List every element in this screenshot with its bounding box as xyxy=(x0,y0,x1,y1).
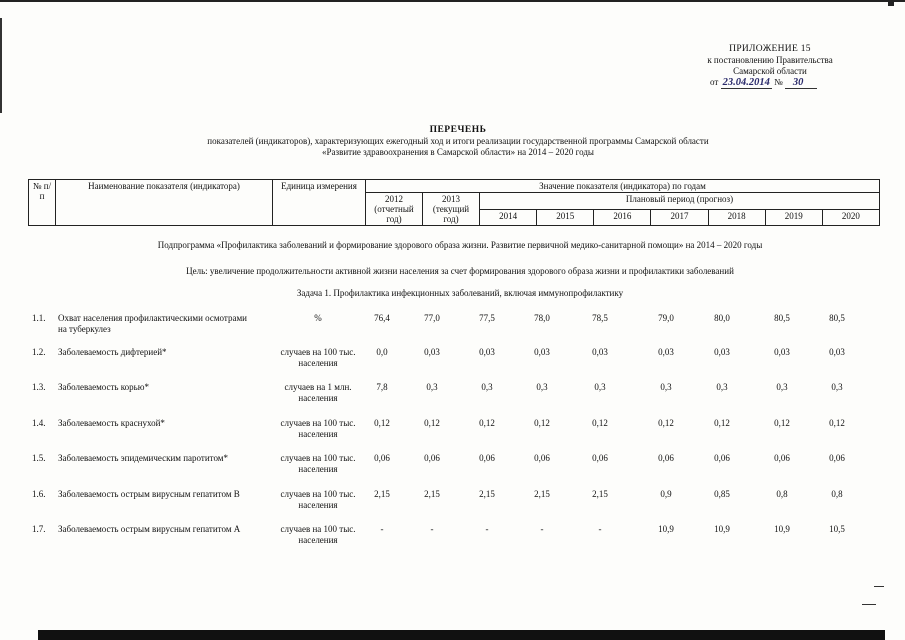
header-values: Значение показателя (индикатора) по годам xyxy=(366,180,880,193)
row-value: 0,03 xyxy=(774,347,790,357)
row-value: 0,0 xyxy=(376,347,388,357)
row-value: 78,5 xyxy=(592,313,608,323)
row-unit: случаев на 100 тыс. населения xyxy=(280,418,356,439)
goal-text: Цель: увеличение продолжительности активной жизни населения за счет формирования здорового образа жизни и профилактики заболеваний xyxy=(186,266,734,276)
row-indicator-name: Заболеваемость корью* xyxy=(58,382,150,392)
row-value: 2,15 xyxy=(534,489,550,499)
header-unit: Единица измерения xyxy=(273,180,366,226)
row-value: 0,12 xyxy=(658,418,674,428)
row-value: 0,03 xyxy=(592,347,608,357)
header-year: 2017 xyxy=(651,209,708,226)
row-number: 1.1. xyxy=(32,313,46,323)
row-value: 2,15 xyxy=(374,489,390,499)
date-prefix: от xyxy=(710,77,719,87)
scan-edge-left xyxy=(0,18,2,113)
row-value: 0,8 xyxy=(831,489,843,499)
row-value: 0,06 xyxy=(658,453,674,463)
row-value: 0,06 xyxy=(479,453,495,463)
row-number: 1.2. xyxy=(32,347,46,357)
row-value: - xyxy=(430,524,434,534)
row-value: 10,9 xyxy=(714,524,730,534)
appendix-date-line xyxy=(690,77,850,88)
document-subtitle: показателей (индикаторов), характеризующих ежегодный ход и итоги реализации государственной программы Самарской области xyxy=(207,136,709,146)
header-planned: Плановый период (прогноз) xyxy=(480,193,880,210)
row-value: 0,9 xyxy=(660,489,672,499)
row-value: 0,3 xyxy=(716,382,728,392)
scan-mark xyxy=(874,586,884,587)
row-number: 1.4. xyxy=(32,418,46,428)
row-value: 0,3 xyxy=(536,382,548,392)
row-value: 80,0 xyxy=(714,313,730,323)
document-title: ПЕРЕЧЕНЬ xyxy=(429,125,487,135)
document-subtitle: «Развитие здравоохранения в Самарской области» на 2014 – 2020 годы xyxy=(322,147,594,157)
row-unit: случаев на 100 тыс. населения xyxy=(280,453,356,474)
row-value: 0,12 xyxy=(592,418,608,428)
row-unit: случаев на 100 тыс. населения xyxy=(280,489,356,510)
row-value: 78,0 xyxy=(534,313,550,323)
row-indicator-name: Заболеваемость дифтерией* xyxy=(58,347,167,357)
row-value: 79,0 xyxy=(658,313,674,323)
row-value: 10,9 xyxy=(658,524,674,534)
header-year: 2016 xyxy=(594,209,651,226)
row-indicator-name: Заболеваемость острым вирусным гепатитом В xyxy=(58,489,240,499)
row-value: 0,12 xyxy=(829,418,845,428)
row-value: 77,0 xyxy=(424,313,440,323)
row-value: 0,12 xyxy=(424,418,440,428)
row-unit: случаев на 100 тыс. населения xyxy=(280,347,356,368)
row-value: 10,5 xyxy=(829,524,845,534)
appendix-line: Самарской области xyxy=(733,66,807,76)
row-value: 0,06 xyxy=(534,453,550,463)
row-value: 0,03 xyxy=(424,347,440,357)
row-value: 80,5 xyxy=(774,313,790,323)
row-value: - xyxy=(380,524,384,534)
row-value: 0,3 xyxy=(660,382,672,392)
handwritten-number: 30 xyxy=(785,77,818,89)
row-indicator-name: Заболеваемость краснухой* xyxy=(58,418,165,428)
task-title: Задача 1. Профилактика инфекционных заболеваний, включая иммунопрофилактику xyxy=(296,288,624,298)
row-value: 0,12 xyxy=(479,418,495,428)
row-indicator-name: Заболеваемость острым вирусным гепатитом А xyxy=(58,524,241,534)
header-year: 2019 xyxy=(765,209,822,226)
header-table xyxy=(28,179,880,226)
row-value: 0,03 xyxy=(534,347,550,357)
row-value: 0,3 xyxy=(426,382,438,392)
subprogram-title: Подпрограмма «Профилактика заболеваний и формирование здорового образа жизни. Развитие первичной медико-санитарной помощи» на 2014 – 2020 годы xyxy=(157,240,763,250)
header-year: 2020 xyxy=(822,209,879,226)
row-unit: % xyxy=(314,313,322,323)
number-prefix: № xyxy=(774,77,783,87)
row-value: 77,5 xyxy=(479,313,495,323)
row-value: 0,3 xyxy=(481,382,493,392)
scan-mark xyxy=(888,0,894,6)
row-value: - xyxy=(485,524,489,534)
appendix-title: ПРИЛОЖЕНИЕ 15 xyxy=(729,44,811,54)
row-number: 1.7. xyxy=(32,524,46,534)
row-number: 1.6. xyxy=(32,489,46,499)
header-year: 2012 (отчетный год) xyxy=(366,193,423,226)
row-value: 0,12 xyxy=(534,418,550,428)
row-value: - xyxy=(598,524,602,534)
row-value: 2,15 xyxy=(592,489,608,499)
row-value: 7,8 xyxy=(376,382,388,392)
row-value: 0,12 xyxy=(374,418,390,428)
header-num: № п/п xyxy=(29,180,56,226)
row-value: 0,06 xyxy=(774,453,790,463)
row-indicator-name: Заболеваемость эпидемическим паротитом* xyxy=(58,453,229,463)
document-title-block xyxy=(100,125,816,158)
row-value: 2,15 xyxy=(479,489,495,499)
appendix-block xyxy=(690,44,850,88)
row-value: 0,03 xyxy=(479,347,495,357)
row-value: 0,03 xyxy=(658,347,674,357)
row-value: 0,06 xyxy=(714,453,730,463)
row-value: - xyxy=(540,524,544,534)
row-value: 0,03 xyxy=(714,347,730,357)
row-unit: случаев на 1 млн. населения xyxy=(284,382,352,403)
row-value: 2,15 xyxy=(424,489,440,499)
row-value: 0,3 xyxy=(831,382,843,392)
row-value: 80,5 xyxy=(829,313,845,323)
row-value: 0,12 xyxy=(714,418,730,428)
row-value: 0,8 xyxy=(776,489,788,499)
appendix-line: к постановлению Правительства xyxy=(707,55,833,65)
scan-mark xyxy=(862,604,876,605)
row-value: 0,06 xyxy=(374,453,390,463)
scan-edge-top xyxy=(0,0,905,2)
row-value: 76,4 xyxy=(374,313,390,323)
row-value: 0,12 xyxy=(774,418,790,428)
handwritten-date: 23.04.2014 xyxy=(722,77,770,88)
row-value: 0,85 xyxy=(714,489,730,499)
row-indicator-name: Охват населения профилактическими осмотрами на туберкулез xyxy=(58,313,247,334)
row-number: 1.5. xyxy=(32,453,46,463)
row-value: 10,9 xyxy=(774,524,790,534)
header-year: 2015 xyxy=(537,209,594,226)
row-number: 1.3. xyxy=(32,382,46,392)
row-value: 0,06 xyxy=(424,453,440,463)
row-value: 0,3 xyxy=(776,382,788,392)
row-value: 0,03 xyxy=(829,347,845,357)
row-value: 0,06 xyxy=(829,453,845,463)
header-year: 2013 (текущий год) xyxy=(423,193,480,226)
scan-edge-bottom xyxy=(38,630,885,640)
row-unit: случаев на 100 тыс. населения xyxy=(280,524,356,545)
header-name: Наименование показателя (индикатора) xyxy=(56,180,273,226)
row-value: 0,06 xyxy=(592,453,608,463)
header-year: 2014 xyxy=(480,209,537,226)
row-value: 0,3 xyxy=(594,382,606,392)
header-year: 2018 xyxy=(708,209,765,226)
